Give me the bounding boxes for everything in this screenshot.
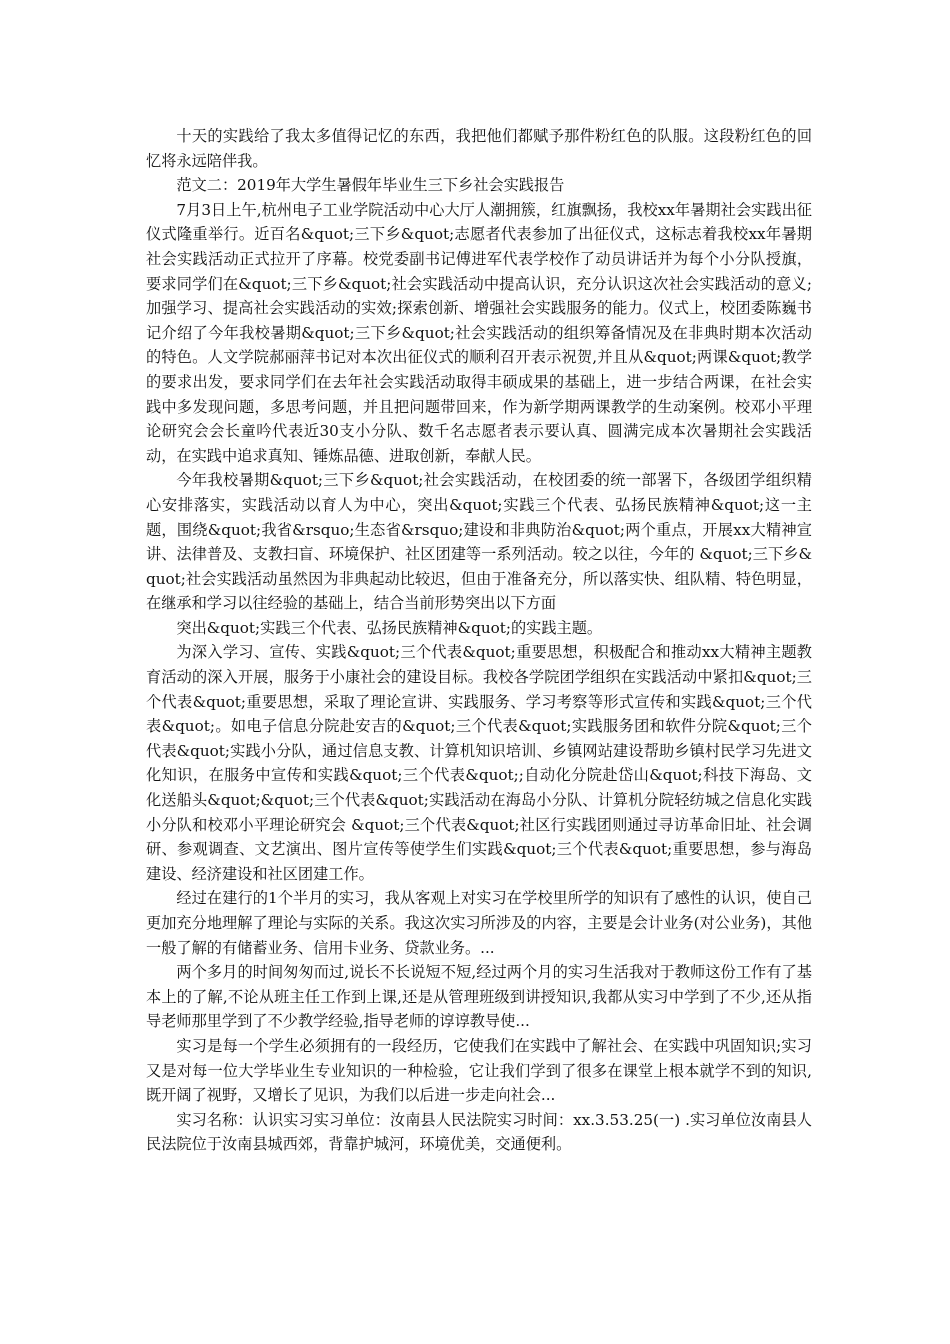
paragraph-7: 两个多月的时间匆匆而过,说长不长说短不短,经过两个月的实习生活我对于教师这份工作有了基本上的了解,不论从班主任工作到上课,还是从管理班级到讲授知识,我都从实习中学到了不少,还从指导老师那里学到了不少教学经验,指导老师的谆谆教导使...: [146, 963, 812, 1031]
paragraph-4: 突出&quot;实践三个代表、弘扬民族精神&quot;的实践主题。: [176, 618, 603, 637]
paragraph-3: 今年我校暑期&quot;三下乡&quot;社会实践活动，在校团委的统一部署下，各级团学组织精心安排落实，实践活动以育人为中心，突出&quot;实践三个代表、弘扬民族精神&quot;这一主题，围绕&quot;我省&rsquo;生态省&rsquo;建设和非典防治&quot;两个重点，开展xx大精神宣讲、法律普及、支教扫盲、环境保护、社区团建等一系列活动。较之以往，今年的 &quot;三下乡&quot;社会实践活动虽然因为非典起动比较迟，但由于准备充分，所以落实快、组队精、特色明显，在继承和学习以往经验的基础上，结合当前形势突出以下方面: [146, 471, 812, 613]
document-page: [146, 124, 812, 1157]
paragraph-2: 7月3日上午,杭州电子工业学院活动中心大厅人潮拥簇，红旗飘扬，我校xx年暑期社会实践出征仪式隆重举行。近百名&quot;三下乡&quot;志愿者代表参加了出征仪式，这标志着我校xx年暑期社会实践活动正式拉开了序幕。校党委副书记傅进军代表学校作了动员讲话并为每个小分队授旗，要求同学们在&quot;三下乡&quot;社会实践活动中提高认识，充分认识这次社会实践活动的意义;加强学习、提高社会实践活动的实效;探索创新、增强社会实践服务的能力。仪式上，校团委陈巍书记介绍了今年我校暑期&quot;三下乡&quot;社会实践活动的组织筹备情况及在非典时期本次活动的特色。人文学院郝丽萍书记对本次出征仪式的顺利召开表示祝贺,并且从&quot;两课&quot;教学的要求出发，要求同学们在去年社会实践活动取得丰硕成果的基础上，进一步结合两课，在社会实践中多发现问题，多思考问题，并且把问题带回来，作为新学期两课教学的生动案例。校邓小平理论研究会会长童吟代表近30支小分队、数千名志愿者表示要认真、圆满完成本次暑期社会实践活动，在实践中追求真知、锤炼品德、进取创新，奉献人民。: [146, 200, 812, 465]
paragraph-5: 为深入学习、宣传、实践&quot;三个代表&quot;重要思想，积极配合和推动xx大精神主题教育活动的深入开展，服务于小康社会的建设目标。我校各学院团学组织在实践活动中紧扣&quot;三个代表&quot;重要思想，采取了理论宣讲、实践服务、学习考察等形式宣传和实践&quot;三个代表&quot;。如电子信息分院赴安吉的&quot;三个代表&quot;实践服务团和软件分院&quot;三个代表&quot;实践小分队，通过信息支教、计算机知识培训、乡镇网站建设帮助乡镇村民学习先进文化知识，在服务中宣传和实践&quot;三个代表&quot;;自动化分院赴岱山&quot;科技下海岛、文化送船头&quot;&quot;三个代表&quot;实践活动在海岛小分队、计算机分院轻纺城之信息化实践小分队和校邓小平理论研究会 &quot;三个代表&quot;社区行实践团则通过寻访革命旧址、社会调研、参观调查、文艺演出、图片宣传等使学生们实践&quot;三个代表&quot;重要思想，参与海岛建设、经济建设和社区团建工作。: [146, 643, 812, 883]
paragraph-1: 十天的实践给了我太多值得记忆的东西，我把他们都赋予那件粉红色的队服。这段粉红色的回忆将永远陪伴我。: [146, 127, 812, 170]
paragraph-8: 实习是每一个学生必须拥有的一段经历，它使我们在实践中了解社会、在实践中巩固知识;实习又是对每一位大学毕业生专业知识的一种检验，它让我们学到了很多在课堂上根本就学不到的知识,既开阔了视野，又增长了见识，为我们以后进一步走向社会...: [146, 1036, 812, 1105]
section-heading: 范文二：2019年大学生暑假年毕业生三下乡社会实践报告: [176, 176, 565, 195]
paragraph-9: 实习名称：认识实习实习单位：汝南县人民法院实习时间：xx.3.53.25(一) .实习单位汝南县人民法院位于汝南县城西郊，背靠护城河，环境优美，交通便利。: [146, 1110, 812, 1154]
paragraph-6: 经过在建行的1个半月的实习，我从客观上对实习在学校里所学的知识有了感性的认识，使自己更加充分地理解了理论与实际的关系。我这次实习所涉及的内容，主要是会计业务(对公业务)，其他一般了解的有储蓄业务、信用卡业务、贷款业务。...: [146, 889, 812, 957]
